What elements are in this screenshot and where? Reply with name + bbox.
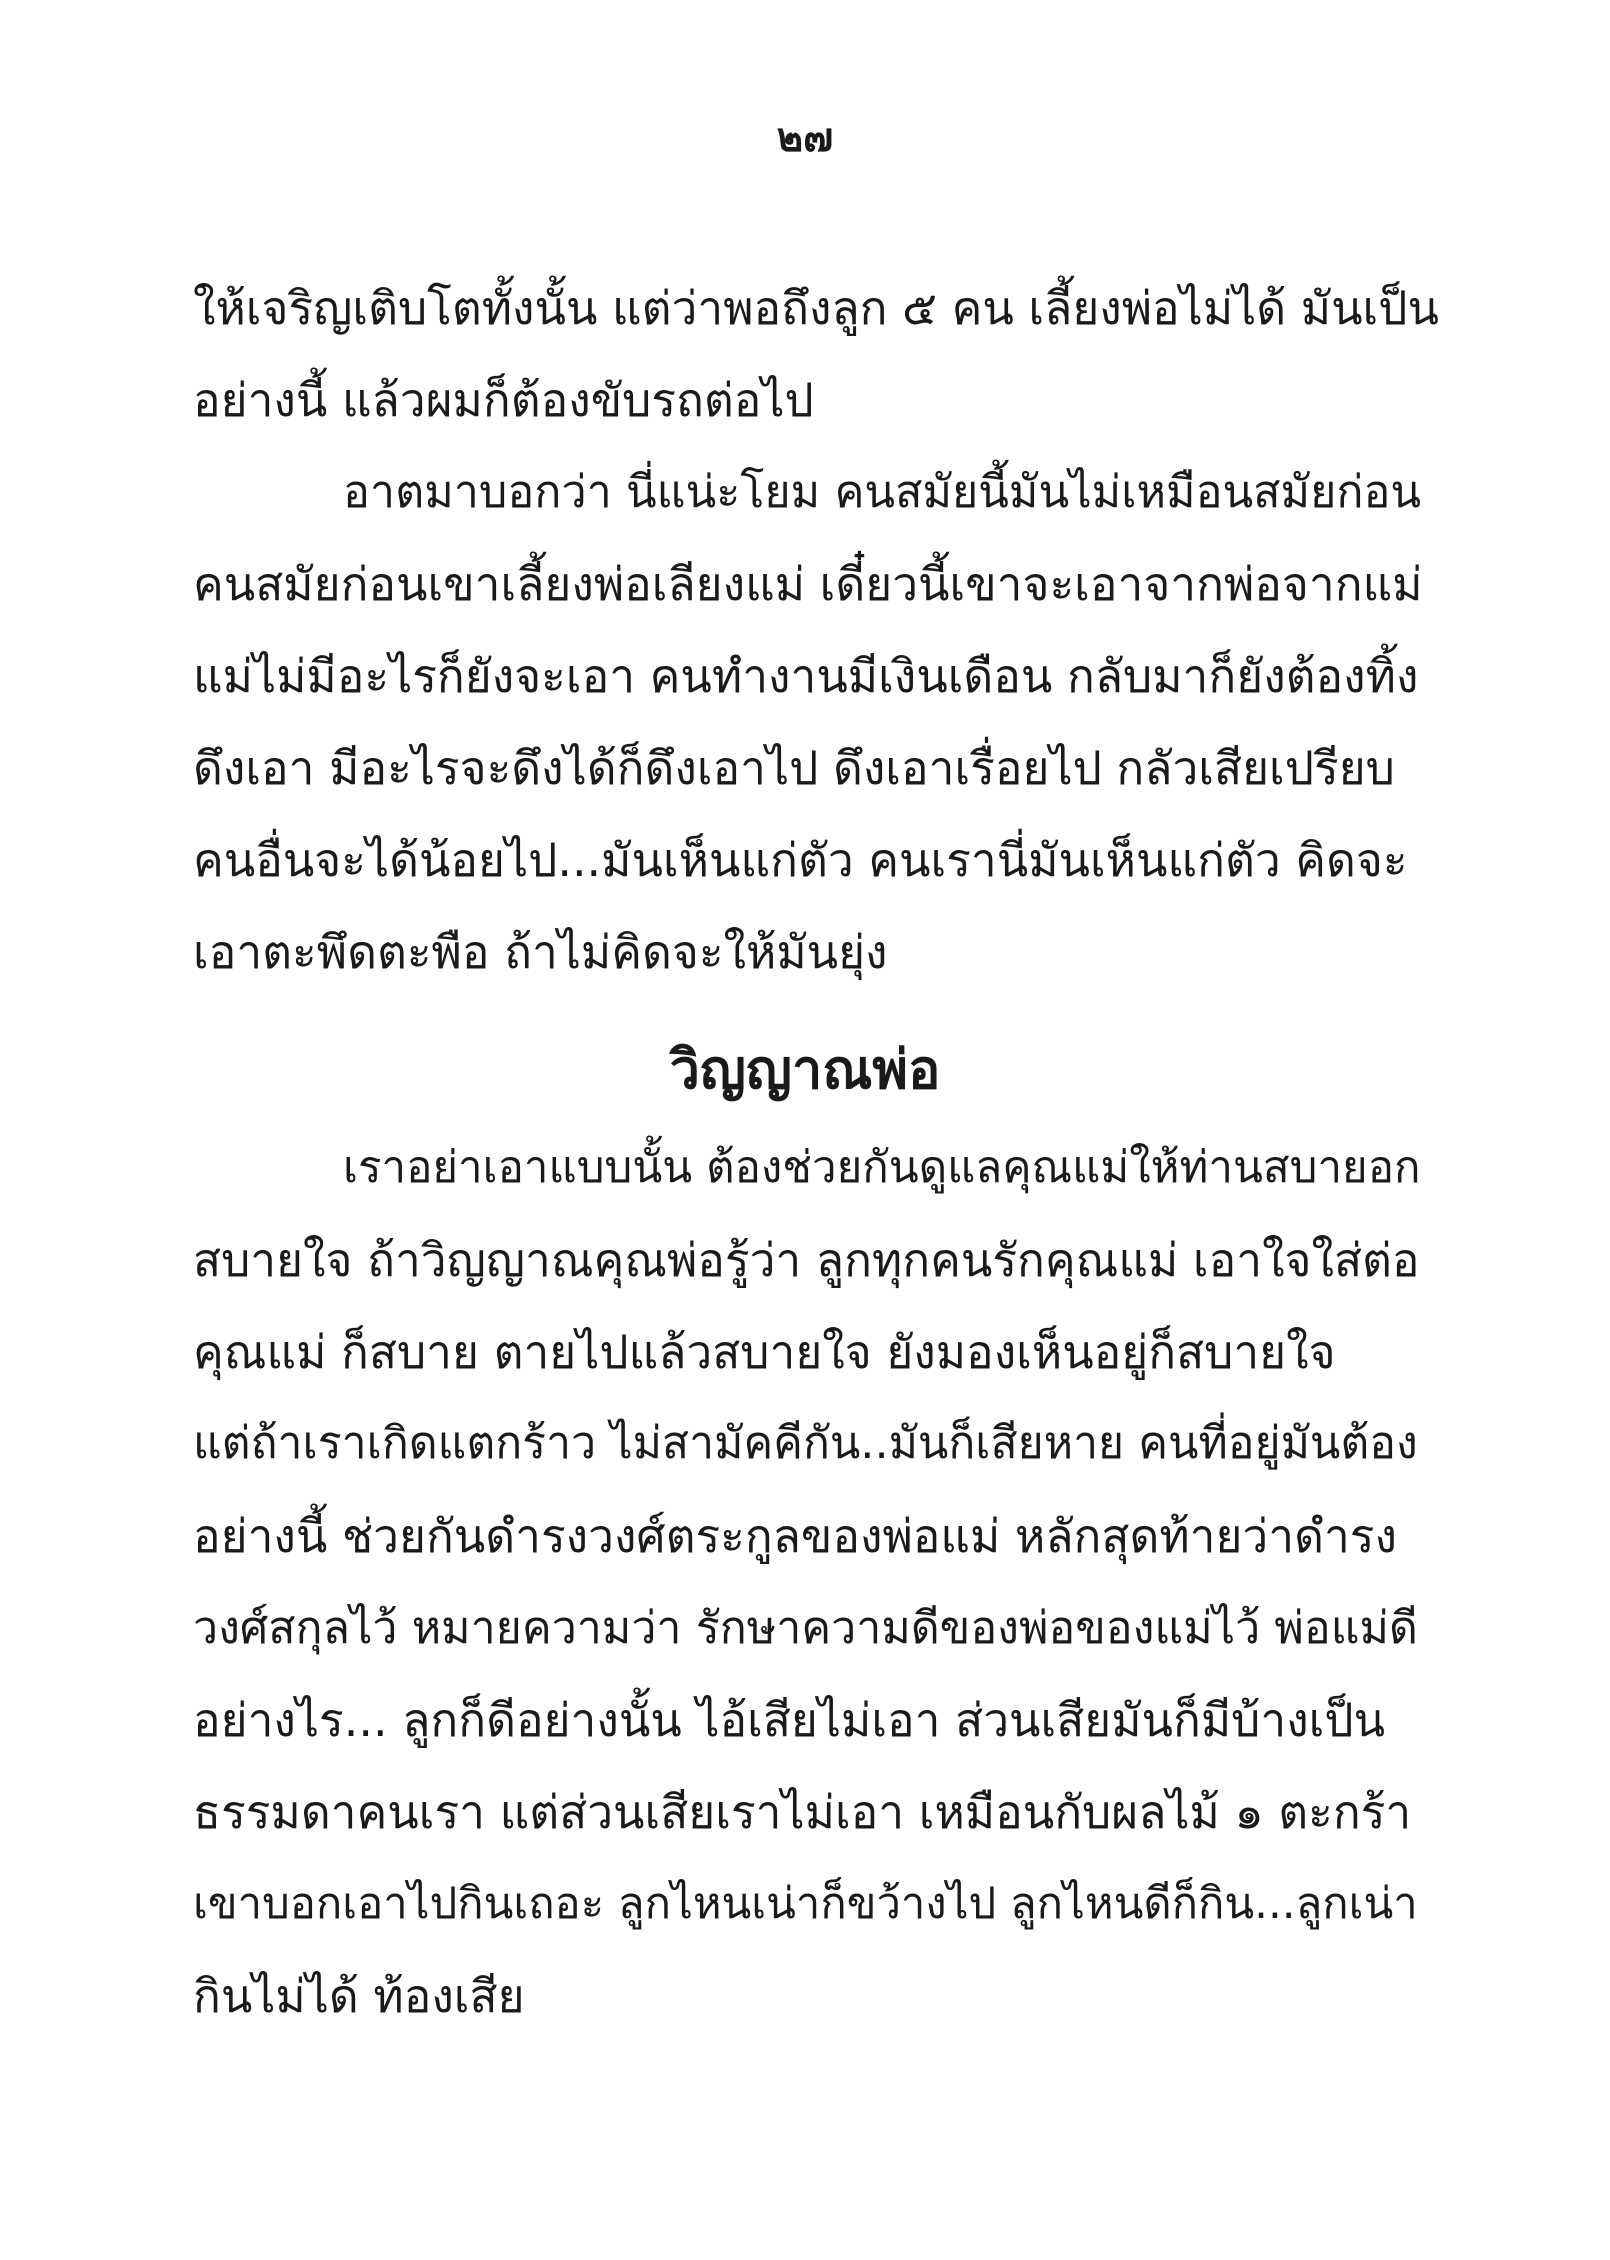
text-line: คุณแม่ ก็สบาย ตายไปแล้วสบายใจ ยังมองเห็นอยู่ก็สบายใจ <box>193 1325 1336 1379</box>
text-line: เราอย่าเอาแบบนั้น ต้องช่วยกันดูแลคุณแม่ให้ท่านสบายอก <box>343 1142 1421 1193</box>
text-line: คนสมัยก่อนเขาเลี้ยงพ่อเลียงแม่ เดี๋ยวนี้เขาจะเอาจากพ่อจากแม่ <box>193 557 1423 611</box>
text-line: ดึงเอา มีอะไรจะดึงได้ก็ดึงเอาไป ดึงเอาเรื่อยไป กลัวเสียเปรียบ <box>193 741 1395 795</box>
text-line: กินไม่ได้ ท้องเสีย <box>193 1969 525 2023</box>
paragraph-block-1 <box>193 262 1443 998</box>
text-line: คนอื่นจะได้น้อยไป...มันเห็นแก่ตัว คนเรานี่มันเห็นแก่ตัว คิดจะ <box>193 833 1408 887</box>
text-line: อาตมาบอกว่า นี่แน่ะโยม คนสมัยนี้มันไม่เหมือนสมัยก่อน <box>343 465 1422 518</box>
text-line: ธรรมดาคนเรา แต่ส่วนเสียเราไม่เอา เหมือนกับผลไม้ ๑ ตะกร้า <box>193 1785 1412 1839</box>
text-line: อย่างไร... ลูกก็ดีอย่างนั้น ไอ้เสียไม่เอา ส่วนเสียมันก็มีบ้างเป็น <box>193 1693 1386 1747</box>
text-line: อย่างนี้ ช่วยกันดำรงวงศ์ตระกูลของพ่อแม่ หลักสุดท้ายว่าดำรง <box>193 1509 1397 1563</box>
text-line: สบายใจ ถ้าวิญญาณคุณพ่อรู้ว่า ลูกทุกคนรักคุณแม่ เอาใจใส่ต่อ <box>193 1233 1420 1287</box>
text-line: ให้เจริญเติบโตทั้งนั้น แต่ว่าพอถึงลูก ๕ คน เลี้ยงพ่อไม่ได้ มันเป็น <box>193 281 1439 335</box>
paragraph-block-2 <box>193 1122 1443 2042</box>
text-line: เขาบอกเอาไปกินเถอะ ลูกไหนเน่าก็ขว้างไป ลูกไหนดีก็กิน...ลูกเน่า <box>193 1879 1418 1929</box>
text-line: วงศ์สกุลไว้ หมายความว่า รักษาความดีของพ่อของแม่ไว้ พ่อแม่ดี <box>193 1602 1418 1654</box>
text-line: อย่างนี้ แล้วผมก็ต้องขับรถต่อไป <box>193 373 814 427</box>
text-line: เอาตะพึดตะพือ ถ้าไม่คิดจะให้มันยุ่ง <box>193 925 888 979</box>
text-line: แม่ไม่มีอะไรก็ยังจะเอา คนทำงานมีเงินเดือน กลับมาก็ยังต้องทิ้ง <box>193 649 1419 703</box>
text-line: แต่ถ้าเราเกิดแตกร้าว ไม่สามัคคีกัน..มันก็เสียหาย คนที่อยู่มันต้อง <box>193 1418 1418 1469</box>
section-heading: วิญญาณพ่อ <box>669 1038 941 1101</box>
page-number: ๒๗ <box>776 115 834 161</box>
